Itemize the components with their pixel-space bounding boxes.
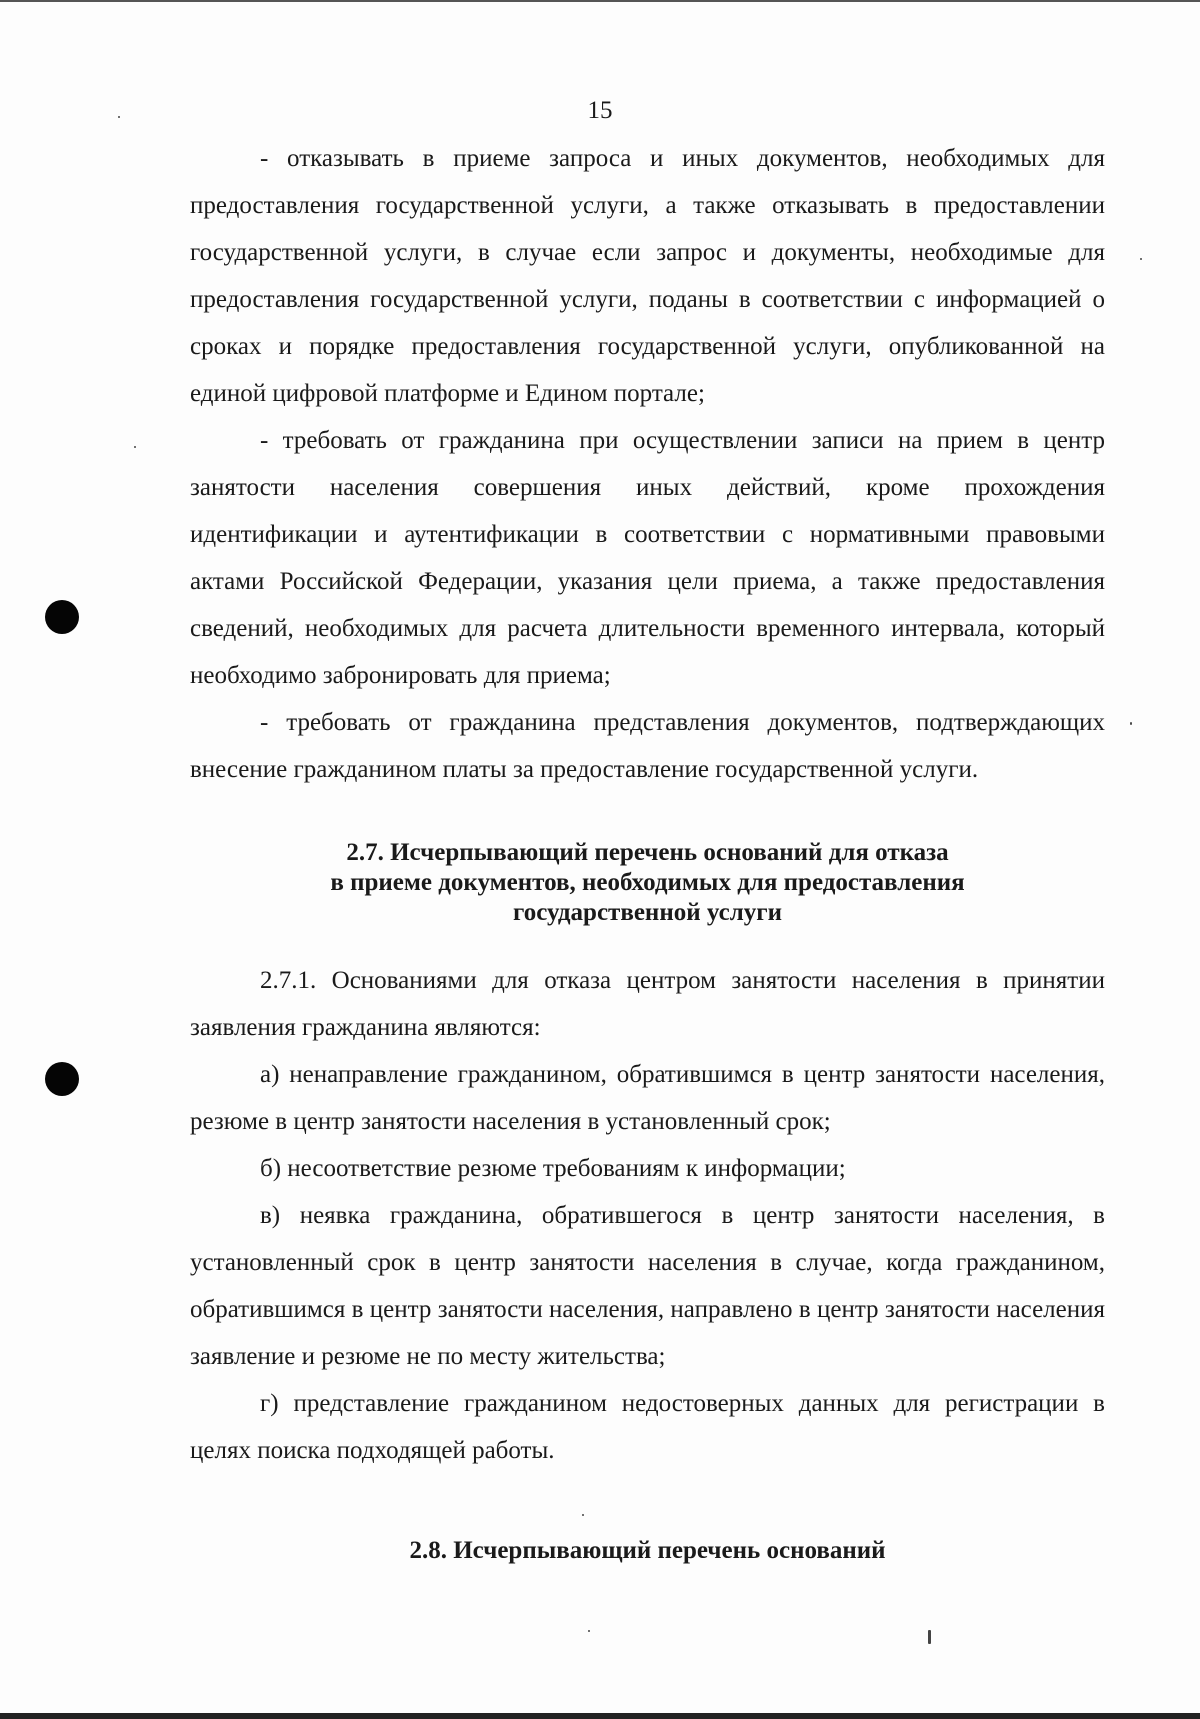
scan-bottom-edge xyxy=(0,1713,1200,1719)
scan-top-edge xyxy=(0,0,1200,2)
refusal-ground: б) несоответствие резюме требованиям к информации; xyxy=(260,1155,846,1182)
page-number: 15 xyxy=(587,97,613,124)
scan-speck xyxy=(1130,722,1132,725)
scan-speck xyxy=(582,1514,584,1516)
heading-line: государственной услуги xyxy=(512,899,783,926)
list-item: - требовать от гражданина представления документов, подтверждающих внесение гражданином платы за предоставление государственной услуги. xyxy=(190,709,1105,783)
heading-line: 2.7. Исчерпывающий перечень оснований для отказа xyxy=(346,839,949,866)
refusal-ground: г) представление гражданином недостоверных данных для регистрации в целях поиска подходящей работы. xyxy=(190,1390,1105,1464)
section-heading-2-7 xyxy=(190,838,1105,928)
section-heading-2-8: 2.8. Исчерпывающий перечень оснований xyxy=(409,1537,886,1564)
scan-speck xyxy=(1140,258,1142,260)
refusal-ground: в) неявка гражданина, обратившегося в центр занятости населения, в установленный срок в центр занятости населения в случае, когда гражданином, обратившимся в центр занятости населения, направлено в центр занятости населения заявление и резюме не по месту жительства; xyxy=(190,1202,1105,1370)
list-item: - требовать от гражданина при осуществлении записи на прием в центр занятости населения совершения иных действий, кроме прохождения идентификации и аутентификации в соответствии с нормативными правовыми актами Российской Федерации, указания цели приема, а также предоставления сведений, необходимых для расчета длительности временного интервала, который необходимо забронировать для приема; xyxy=(190,427,1105,689)
scan-speck xyxy=(118,116,120,118)
prohibitions-list xyxy=(190,135,1105,793)
clause-intro: 2.7.1. Основаниями для отказа центром занятости населения в принятии заявления гражданина являются: xyxy=(190,967,1105,1041)
scan-speck xyxy=(134,446,136,448)
section-2-7-body xyxy=(190,957,1105,1474)
punch-hole xyxy=(45,600,79,634)
punch-hole xyxy=(45,1062,79,1096)
heading-line: в приеме документов, необходимых для предоставления xyxy=(330,869,965,896)
scan-speck xyxy=(928,1630,931,1644)
scan-speck xyxy=(588,1630,590,1632)
list-item: - отказывать в приеме запроса и иных документов, необходимых для предоставления государственной услуги, а также отказывать в предоставлении государственной услуги, в случае если запрос и документы, необходимые для предоставления государственной услуги, поданы в соответствии с информацией о сроках и порядке предоставления государственной услуги, опубликованной на единой цифровой платформе и Едином портале; xyxy=(190,145,1105,407)
refusal-ground: а) ненаправление гражданином, обратившимся в центр занятости населения, резюме в центр занятости населения в установленный срок; xyxy=(190,1061,1105,1135)
